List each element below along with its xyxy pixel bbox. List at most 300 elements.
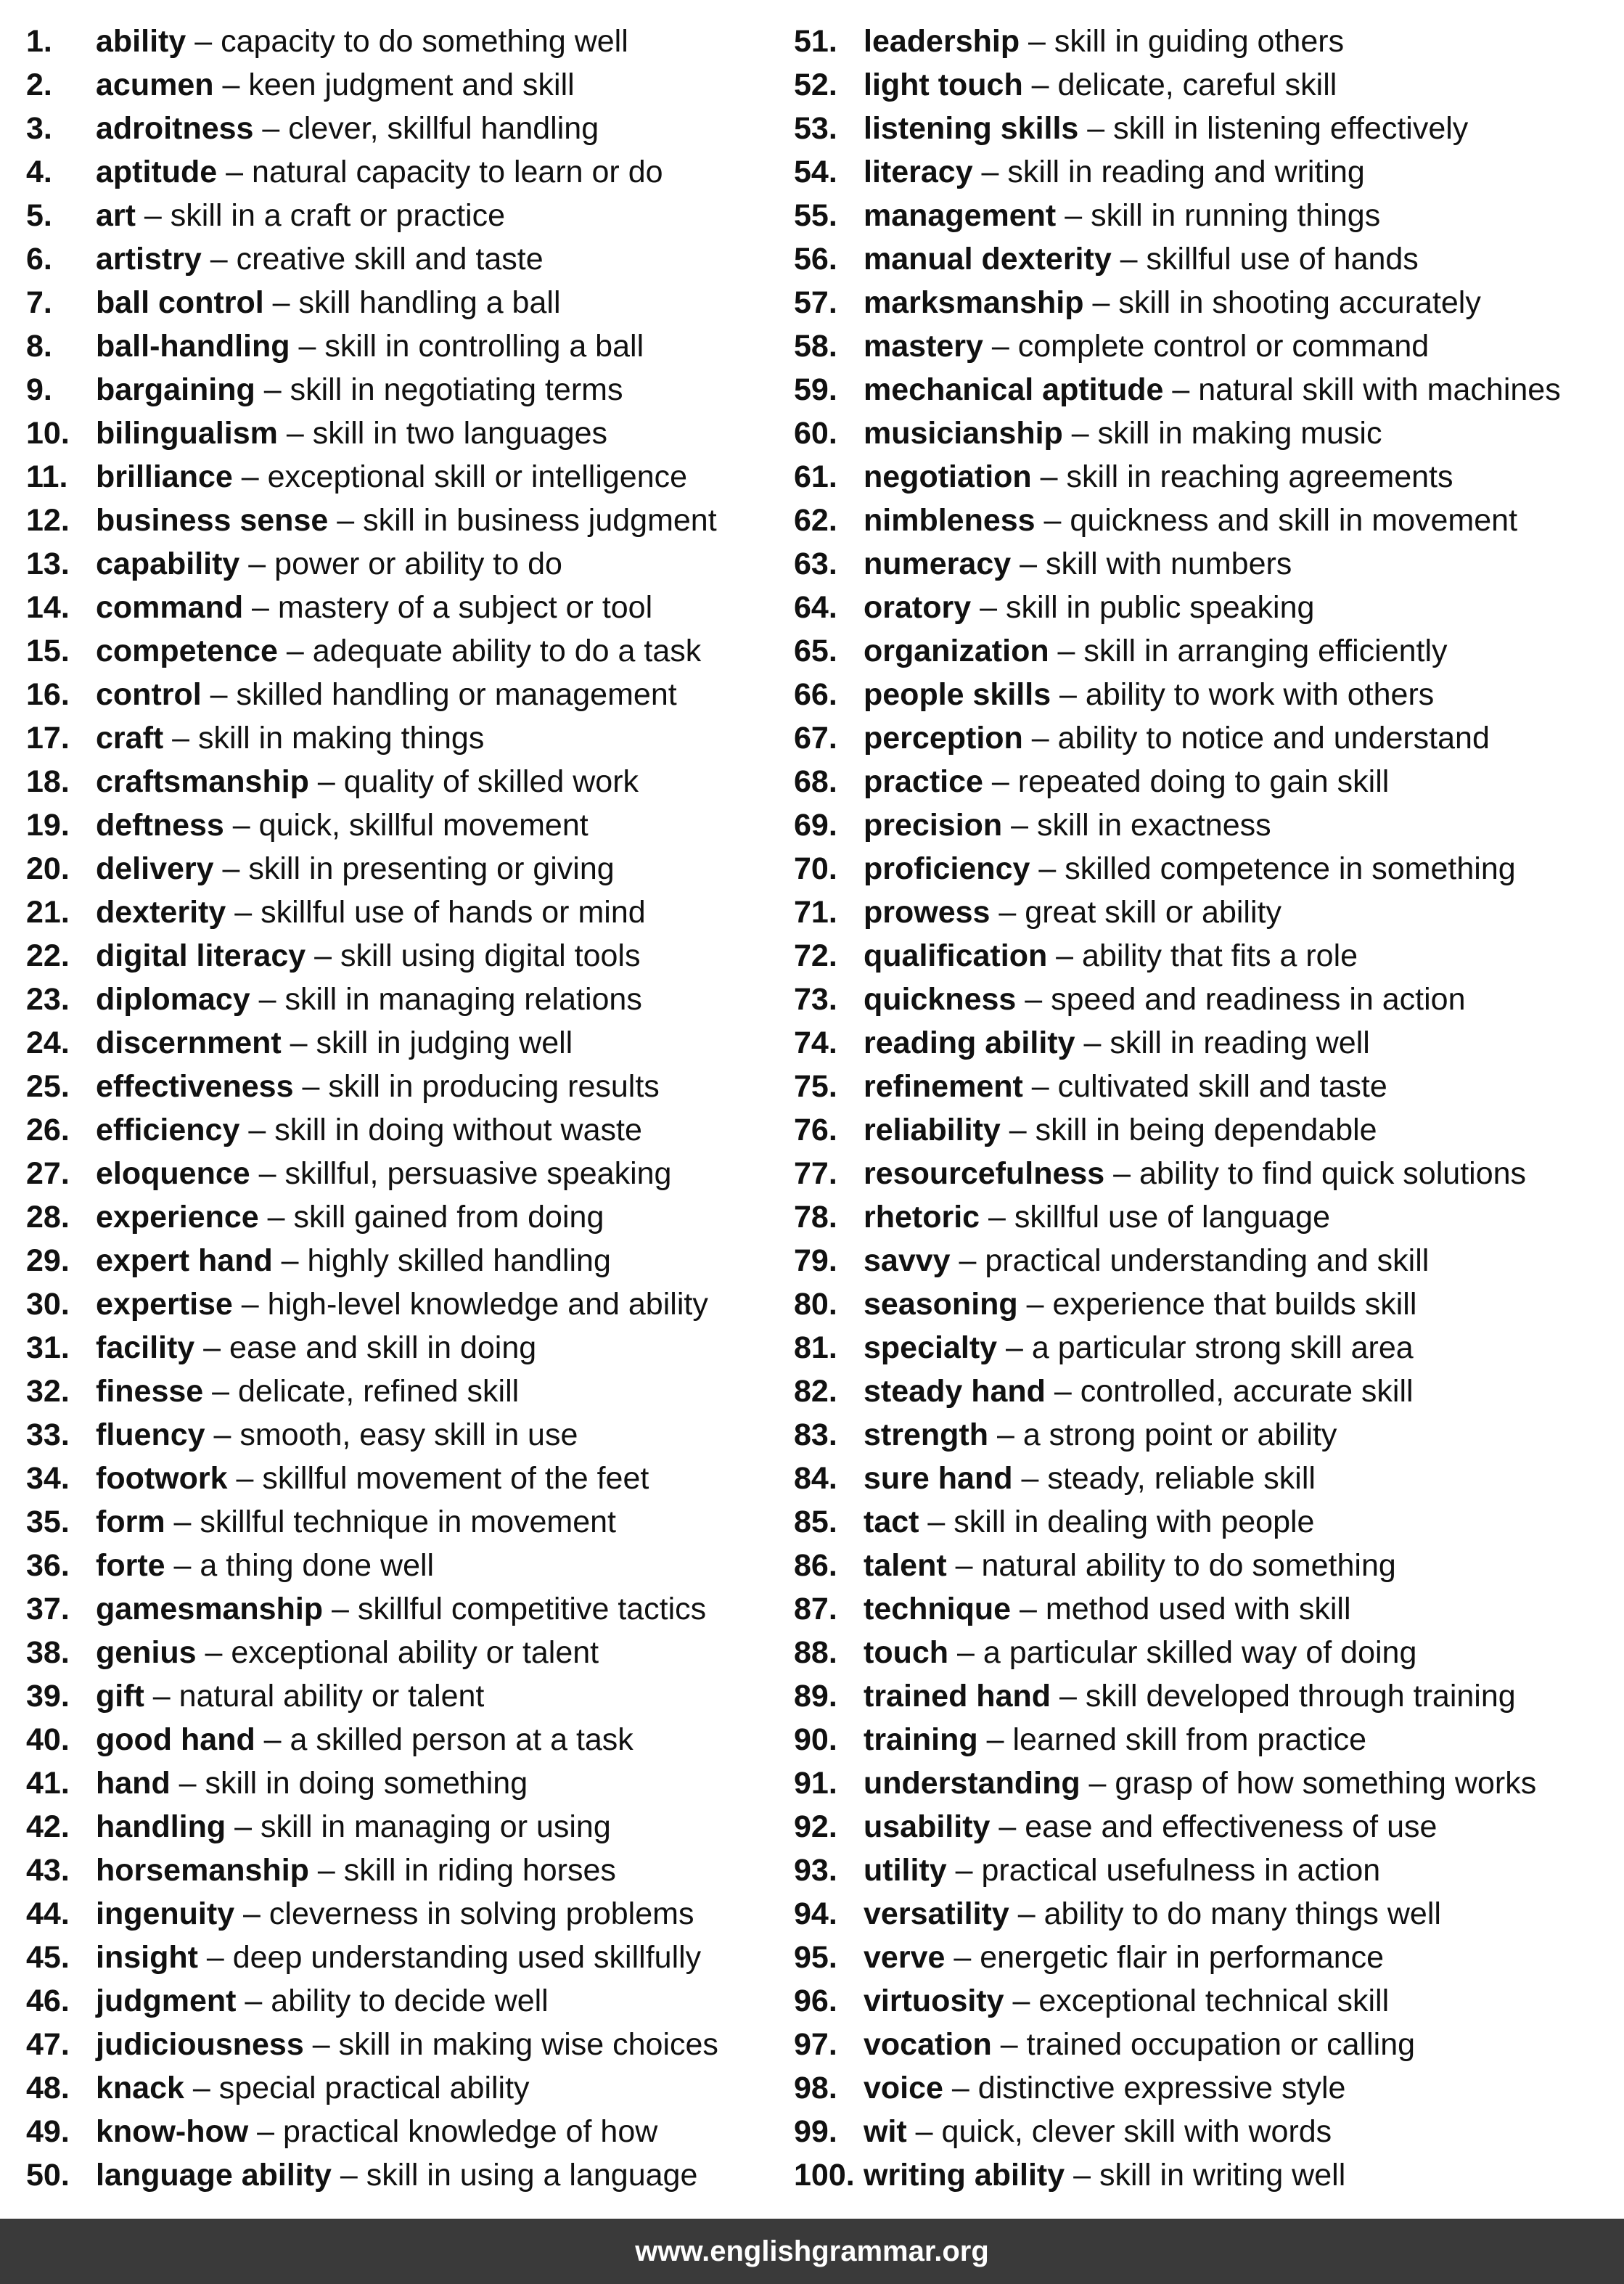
entry-separator: – — [226, 895, 261, 930]
entry-definition: skill in reading well — [1110, 1026, 1370, 1060]
word-entry — [794, 673, 1561, 716]
word-entry — [794, 716, 1561, 760]
word-entry — [794, 455, 1561, 499]
entry-number: 52. — [794, 67, 837, 102]
word-entry — [26, 586, 718, 629]
entry-separator: – — [1051, 1679, 1086, 1714]
entry-definition: a skilled person at a task — [290, 1722, 633, 1757]
word-entry — [794, 1195, 1561, 1239]
word-entry — [26, 237, 718, 281]
entry-definition: skill in running things — [1091, 198, 1381, 233]
entry-term: digital literacy — [96, 938, 306, 973]
entry-definition: quick, clever skill with words — [941, 2114, 1332, 2149]
entry-separator: – — [991, 2027, 1027, 2062]
entry-definition: ability to work with others — [1085, 677, 1435, 712]
entry-term: effectiveness — [96, 1069, 294, 1104]
entry-definition: skill in making music — [1097, 416, 1382, 451]
word-entry — [26, 499, 718, 542]
entry-definition: ability to find quick solutions — [1139, 1156, 1527, 1191]
entry-term: artistry — [96, 242, 202, 277]
entry-term: craft — [96, 721, 164, 756]
entry-definition: skill in producing results — [328, 1069, 660, 1104]
entry-number: 61. — [794, 459, 837, 494]
word-entry — [26, 629, 718, 673]
entry-term: bilingualism — [96, 416, 278, 451]
entry-definition: skill in negotiating terms — [290, 372, 623, 407]
word-entry — [794, 1631, 1561, 1674]
word-entry — [794, 1413, 1561, 1457]
word-entry — [794, 978, 1561, 1021]
entry-number: 7. — [26, 285, 52, 320]
word-entry — [26, 1936, 718, 1979]
word-entry — [26, 2153, 718, 2197]
entry-definition: skill in a craft or practice — [170, 198, 505, 233]
entry-definition: skill in riding horses — [343, 1853, 616, 1888]
entry-term: marksmanship — [864, 285, 1084, 320]
entry-separator: – — [250, 1156, 285, 1191]
entry-separator: – — [205, 1417, 240, 1452]
entry-number: 98. — [794, 2071, 837, 2105]
entry-number: 21. — [26, 895, 70, 930]
entry-definition: distinctive expressive style — [977, 2071, 1346, 2105]
entry-separator: – — [988, 1417, 1023, 1452]
word-entry — [794, 1979, 1561, 2023]
entry-separator: – — [243, 590, 278, 625]
entry-term: touch — [864, 1635, 949, 1670]
entry-term: proficiency — [864, 851, 1030, 886]
entry-separator: – — [1047, 938, 1083, 973]
entry-separator: – — [1017, 1287, 1053, 1322]
entry-term: form — [96, 1505, 165, 1539]
word-entry — [794, 1282, 1561, 1326]
word-entry — [794, 1108, 1561, 1152]
entry-number: 63. — [794, 547, 837, 581]
entry-term: judgment — [96, 1984, 237, 2018]
entry-separator: – — [203, 1374, 239, 1409]
entry-definition: skillful technique in movement — [200, 1505, 616, 1539]
entry-term: management — [864, 198, 1057, 233]
entry-term: command — [96, 590, 244, 625]
entry-number: 47. — [26, 2027, 70, 2062]
entry-definition: skill in dealing with people — [954, 1505, 1315, 1539]
entry-separator: – — [250, 982, 285, 1017]
word-entry — [794, 281, 1561, 324]
entry-definition: skill in two languages — [312, 416, 608, 451]
entry-definition: capacity to do something well — [221, 24, 628, 59]
entry-number: 13. — [26, 547, 70, 581]
entry-separator: – — [1030, 851, 1065, 886]
entry-definition: skill in shooting accurately — [1118, 285, 1481, 320]
entry-number: 79. — [794, 1243, 837, 1278]
entry-number: 91. — [794, 1766, 837, 1801]
entry-number: 80. — [794, 1287, 837, 1322]
entry-separator: – — [1004, 1984, 1039, 2018]
entry-number: 17. — [26, 721, 70, 756]
entry-definition: exceptional ability or talent — [231, 1635, 599, 1670]
entry-number: 56. — [794, 242, 837, 277]
word-entry — [794, 629, 1561, 673]
entry-term: nimbleness — [864, 503, 1035, 538]
entry-term: judiciousness — [96, 2027, 304, 2062]
entry-term: specialty — [864, 1330, 998, 1365]
entry-number: 28. — [26, 1200, 70, 1235]
entry-definition: keen judgment and skill — [248, 67, 575, 102]
word-entry — [26, 1718, 718, 1761]
entry-definition: skilled competence in something — [1065, 851, 1516, 886]
entry-separator: – — [293, 1069, 329, 1104]
entry-term: efficiency — [96, 1113, 240, 1147]
entry-term: know-how — [96, 2114, 249, 2149]
entry-separator: – — [1062, 416, 1098, 451]
entry-separator: – — [255, 372, 290, 407]
entry-term: savvy — [864, 1243, 951, 1278]
entry-number: 48. — [26, 2071, 70, 2105]
word-entry — [794, 150, 1561, 194]
entry-term: rhetoric — [864, 1200, 980, 1235]
entry-term: ball-handling — [96, 329, 290, 364]
entry-separator: – — [1051, 677, 1086, 712]
word-entry — [794, 847, 1561, 891]
entry-term: art — [96, 198, 136, 233]
entry-number: 64. — [794, 590, 837, 625]
entry-term: seasoning — [864, 1287, 1018, 1322]
entry-number: 2. — [26, 67, 52, 102]
entry-definition: skill in arranging efficiently — [1083, 634, 1448, 668]
word-entry — [794, 324, 1561, 368]
entry-definition: a thing done well — [200, 1548, 435, 1583]
entry-number: 68. — [794, 764, 837, 799]
entry-definition: practical usefulness in action — [981, 1853, 1381, 1888]
entry-separator: – — [919, 1505, 954, 1539]
word-entry — [794, 20, 1561, 63]
entry-term: facility — [96, 1330, 195, 1365]
entry-separator: – — [1022, 721, 1058, 756]
entry-separator: – — [1011, 547, 1046, 581]
entry-number: 38. — [26, 1635, 70, 1670]
entry-term: resourcefulness — [864, 1156, 1105, 1191]
entry-separator: – — [943, 2071, 978, 2105]
word-entry — [26, 1674, 718, 1718]
entry-definition: skill in business judgment — [363, 503, 717, 538]
entry-definition: practical knowledge of how — [283, 2114, 658, 2149]
word-entry — [26, 1065, 718, 1108]
entry-definition: cultivated skill and taste — [1057, 1069, 1387, 1104]
entry-definition: ease and skill in doing — [229, 1330, 537, 1365]
word-entry — [26, 1413, 718, 1457]
entry-separator: – — [234, 1896, 269, 1931]
word-entry — [794, 760, 1561, 803]
word-entry — [794, 1936, 1561, 1979]
entry-term: control — [96, 677, 202, 712]
entry-definition: skill in guiding others — [1054, 24, 1345, 59]
entry-separator: – — [263, 285, 299, 320]
entry-number: 31. — [26, 1330, 70, 1365]
entry-number: 87. — [794, 1592, 837, 1626]
entry-term: literacy — [864, 155, 973, 189]
entry-definition: energetic flair in performance — [980, 1940, 1385, 1975]
entry-term: horsemanship — [96, 1853, 309, 1888]
word-entry — [794, 1674, 1561, 1718]
entry-separator: – — [946, 1548, 982, 1583]
entry-separator: – — [258, 1200, 294, 1235]
entry-separator: – — [990, 895, 1025, 930]
entry-definition: skillful use of hands or mind — [261, 895, 646, 930]
entry-number: 92. — [794, 1809, 837, 1844]
entry-number: 42. — [26, 1809, 70, 1844]
entry-separator: – — [226, 1809, 261, 1844]
entry-definition: quality of skilled work — [343, 764, 639, 799]
entry-number: 9. — [26, 372, 52, 407]
entry-number: 11. — [26, 459, 68, 494]
entry-number: 62. — [794, 503, 837, 538]
word-entry — [794, 499, 1561, 542]
entry-term: virtuosity — [864, 1984, 1004, 2018]
entry-number: 74. — [794, 1026, 837, 1060]
entry-separator: – — [948, 1635, 983, 1670]
entry-number: 75. — [794, 1069, 837, 1104]
entry-number: 72. — [794, 938, 837, 973]
entry-definition: skill in listening effectively — [1113, 111, 1469, 146]
word-entry — [26, 1108, 718, 1152]
entry-definition: skillful use of language — [1014, 1200, 1330, 1235]
entry-number: 93. — [794, 1853, 837, 1888]
entry-term: adroitness — [96, 111, 254, 146]
entry-separator: – — [196, 1635, 231, 1670]
entry-term: ingenuity — [96, 1896, 235, 1931]
entry-definition: speed and readiness in action — [1051, 982, 1466, 1017]
entry-separator: – — [186, 24, 221, 59]
word-entry — [794, 237, 1561, 281]
entry-definition: skill in doing without waste — [274, 1113, 642, 1147]
entry-term: qualification — [864, 938, 1048, 973]
entry-definition: skillful, persuasive speaking — [284, 1156, 672, 1191]
entry-separator: – — [1020, 24, 1054, 59]
entry-separator: – — [1011, 1592, 1046, 1626]
entry-term: practice — [864, 764, 983, 799]
entry-definition: skill in managing relations — [284, 982, 642, 1017]
entry-definition: deep understanding used skillfully — [232, 1940, 702, 1975]
entry-number: 40. — [26, 1722, 70, 1757]
word-entry — [26, 760, 718, 803]
word-entry — [26, 2023, 718, 2066]
entry-number: 70. — [794, 851, 837, 886]
entry-separator: – — [272, 1243, 308, 1278]
word-entry — [26, 150, 718, 194]
entry-definition: learned skill from practice — [1012, 1722, 1366, 1757]
entry-definition: skill in using a language — [366, 2158, 698, 2193]
entry-separator: – — [983, 764, 1018, 799]
entry-definition: controlled, accurate skill — [1080, 1374, 1414, 1409]
entry-term: handling — [96, 1809, 226, 1844]
entry-definition: skill with numbers — [1045, 547, 1292, 581]
entry-number: 50. — [26, 2158, 70, 2193]
entry-term: reliability — [864, 1113, 1001, 1147]
entry-number: 39. — [26, 1679, 70, 1714]
entry-definition: complete control or command — [1017, 329, 1430, 364]
word-entry — [794, 63, 1561, 107]
entry-definition: power or ability to do — [274, 547, 562, 581]
word-entry — [26, 455, 718, 499]
entry-separator: – — [983, 329, 1018, 364]
word-entry — [794, 194, 1561, 237]
entry-term: training — [864, 1722, 978, 1757]
entry-separator: – — [1080, 1766, 1115, 1801]
entry-number: 71. — [794, 895, 837, 930]
entry-term: vocation — [864, 2027, 992, 2062]
entry-separator: – — [165, 1505, 200, 1539]
entry-separator: – — [1022, 67, 1058, 102]
word-entry — [26, 412, 718, 455]
entry-definition: skill in writing well — [1099, 2158, 1346, 2193]
entry-term: people skills — [864, 677, 1051, 712]
word-entry — [26, 1631, 718, 1674]
entry-number: 45. — [26, 1940, 70, 1975]
entry-number: 44. — [26, 1896, 70, 1931]
entry-definition: experience that builds skill — [1052, 1287, 1417, 1322]
entry-number: 41. — [26, 1766, 70, 1801]
word-entry — [794, 1326, 1561, 1370]
entry-term: knack — [96, 2071, 184, 2105]
entry-number: 8. — [26, 329, 52, 364]
entry-definition: skill in reaching agreements — [1066, 459, 1453, 494]
entry-term: brilliance — [96, 459, 233, 494]
entry-term: trained hand — [864, 1679, 1051, 1714]
word-entry — [26, 978, 718, 1021]
entry-number: 34. — [26, 1461, 70, 1496]
entry-number: 23. — [26, 982, 70, 1017]
word-entry — [26, 63, 718, 107]
entry-number: 46. — [26, 1984, 70, 2018]
entry-definition: ability to do many things well — [1043, 1896, 1441, 1931]
entry-separator: – — [997, 1330, 1032, 1365]
entry-number: 33. — [26, 1417, 70, 1452]
word-entry — [794, 107, 1561, 150]
entry-separator: – — [165, 1548, 200, 1583]
entry-definition: adequate ability to do a task — [312, 634, 702, 668]
entry-separator: – — [977, 1722, 1013, 1757]
entry-separator: – — [277, 634, 313, 668]
entry-definition: natural skill with machines — [1198, 372, 1561, 407]
word-entry — [794, 412, 1561, 455]
entry-term: listening skills — [864, 111, 1079, 146]
entry-definition: skillful competitive tactics — [357, 1592, 707, 1626]
entry-definition: delicate, refined skill — [238, 1374, 520, 1409]
entry-number: 88. — [794, 1635, 837, 1670]
entry-term: gamesmanship — [96, 1592, 324, 1626]
entry-number: 32. — [26, 1374, 70, 1409]
entry-term: oratory — [864, 590, 972, 625]
entry-definition: ability to notice and understand — [1057, 721, 1490, 756]
entry-term: versatility — [864, 1896, 1009, 1931]
entry-term: dexterity — [96, 895, 226, 930]
word-entry — [26, 1805, 718, 1849]
entry-number: 36. — [26, 1548, 70, 1583]
entry-definition: ability to decide well — [271, 1984, 549, 2018]
entry-number: 86. — [794, 1548, 837, 1583]
entry-term: finesse — [96, 1374, 204, 1409]
entry-separator: – — [232, 1287, 268, 1322]
entry-separator: – — [971, 590, 1006, 625]
entry-separator: – — [253, 111, 289, 146]
entry-separator: – — [1065, 2158, 1099, 2193]
entry-separator: – — [990, 1809, 1025, 1844]
entry-number: 76. — [794, 1113, 837, 1147]
word-entry — [26, 847, 718, 891]
word-entry — [26, 934, 718, 978]
entry-separator: – — [1056, 198, 1091, 233]
entry-definition: natural capacity to learn or do — [252, 155, 663, 189]
word-entry — [794, 1805, 1561, 1849]
entry-term: forte — [96, 1548, 165, 1583]
entry-number: 15. — [26, 634, 70, 668]
entry-term: organization — [864, 634, 1049, 668]
entry-definition: quick, skillful movement — [258, 808, 589, 843]
entry-definition: skill in controlling a ball — [324, 329, 644, 364]
entry-separator: – — [1031, 459, 1067, 494]
entry-term: numeracy — [864, 547, 1012, 581]
entry-definition: a particular strong skill area — [1031, 1330, 1414, 1365]
entry-number: 4. — [26, 155, 52, 189]
entry-number: 54. — [794, 155, 837, 189]
word-entry — [794, 1849, 1561, 1892]
entry-term: delivery — [96, 851, 214, 886]
entry-term: technique — [864, 1592, 1012, 1626]
entry-separator: – — [308, 764, 344, 799]
entry-term: genius — [96, 1635, 197, 1670]
entry-separator: – — [239, 547, 275, 581]
entry-separator: – — [1075, 1026, 1110, 1060]
entry-term: ball control — [96, 285, 264, 320]
entry-separator: – — [135, 198, 171, 233]
entry-term: verve — [864, 1940, 946, 1975]
entry-definition: exceptional technical skill — [1038, 1984, 1390, 2018]
entry-number: 65. — [794, 634, 837, 668]
word-list — [0, 20, 1624, 2197]
entry-term: ability — [96, 24, 186, 59]
entry-number: 55. — [794, 198, 837, 233]
entry-term: reading ability — [864, 1026, 1075, 1060]
word-entry — [794, 803, 1561, 847]
word-entry — [794, 1370, 1561, 1413]
entry-number: 5. — [26, 198, 52, 233]
entry-term: hand — [96, 1766, 171, 1801]
word-entry — [794, 1065, 1561, 1108]
entry-separator: – — [972, 155, 1008, 189]
entry-definition: skill using digital tools — [340, 938, 641, 973]
entry-number: 6. — [26, 242, 52, 277]
entry-term: fluency — [96, 1417, 205, 1452]
entry-number: 97. — [794, 2027, 837, 2062]
word-entry — [794, 1587, 1561, 1631]
entry-number: 83. — [794, 1417, 837, 1452]
entry-definition: skill handling a ball — [298, 285, 561, 320]
entry-separator: – — [194, 1330, 230, 1365]
entry-term: business sense — [96, 503, 329, 538]
word-entry — [794, 368, 1561, 412]
entry-term: gift — [96, 1679, 144, 1714]
entry-separator: – — [945, 1940, 980, 1975]
entry-definition: smooth, easy skill in use — [239, 1417, 578, 1452]
word-entry — [794, 542, 1561, 586]
entry-number: 60. — [794, 416, 837, 451]
entry-definition: special practical ability — [218, 2071, 530, 2105]
word-entry — [26, 1587, 718, 1631]
entry-term: discernment — [96, 1026, 282, 1060]
word-entry — [794, 2153, 1561, 2197]
entry-term: steady hand — [864, 1374, 1046, 1409]
word-entry — [26, 1849, 718, 1892]
entry-separator: – — [980, 1200, 1014, 1235]
